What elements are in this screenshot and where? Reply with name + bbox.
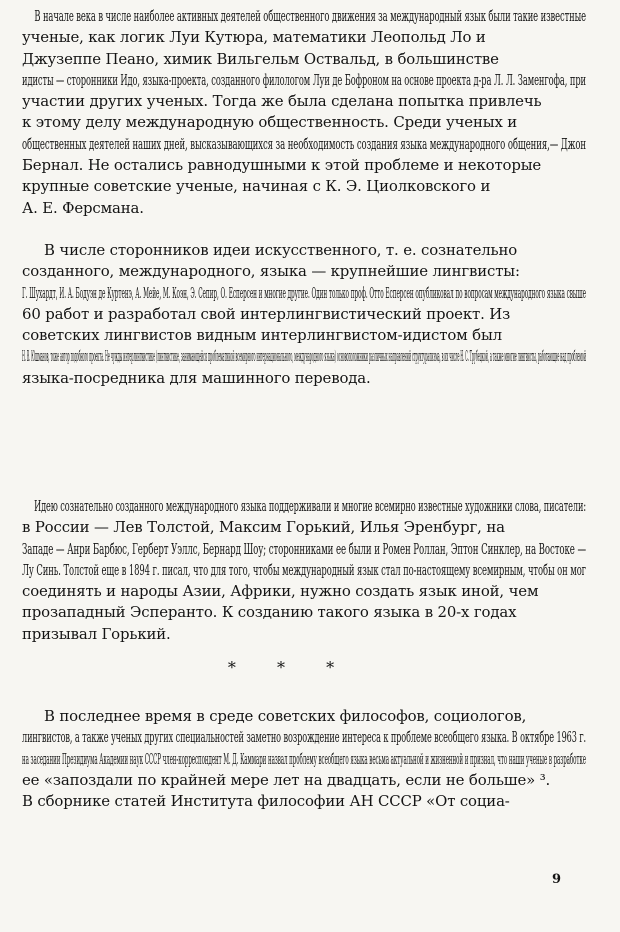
text-line: В сборнике статей Института философии АН СССР «От социа- [22, 792, 510, 811]
text-line: крупные советские ученые, начиная с К. Э. Циолковского и [22, 177, 491, 196]
text-line: ученые, как логик Луи Кутюра, математики Леопольд Ло и [22, 28, 486, 47]
text-line: В числе сторонников идеи искусственного, т. е. сознательно [22, 241, 518, 259]
text-line: участии других ученых. Тогда же была сделана попытка привлечь [22, 92, 542, 111]
text-line: общественных деятелей наших дней, высказывающихся за необходимость создания языка международного общения,— Джон [22, 134, 586, 153]
paragraph-writers-supporters [22, 496, 586, 645]
text-line: Западе — Анри Барбюс, Герберт Уэллс, Бернард Шоу; сторонниками ее были и Ромен Роллан, Эптон Синклер, на Востоке — [22, 539, 586, 558]
text-line: Лу Синь. Толстой еще в 1894 г. писал, что для того, чтобы международный язык стал по-настоящему всемирным, чтобы он мог [22, 560, 586, 579]
section-divider: * * * [227, 658, 353, 677]
text-line: языка-посредника для машинного перевода. [22, 368, 371, 387]
text-line: на заседании Президиума Академии наук СССР член-корреспондент М. Д. Каммари назвал проблему всеобщего языка весьма актуальной и жизненной и признал, что наши ученые в разработке [22, 749, 586, 768]
text-line: Джузеппе Пеано, химик Вильгельм Оствальд, в большинстве [22, 49, 499, 68]
paragraph-linguists-supporters [22, 240, 586, 389]
paragraph-soviet-philosophers [22, 706, 586, 812]
text-line: к этому делу международную общественность. Среди ученых и [22, 113, 518, 132]
page-number: 9 [552, 872, 562, 887]
text-line: советских лингвистов видным интерлингвистом-идистом был [22, 326, 502, 345]
text-line: Г. Шухардт, И. А. Бодуэн де Куртенэ, А. Мейе, М. Коэн, Э. Сепир, О. Есперсен и многие другие. Один только проф. Отто Есперсен опубликовал по вопросам международного языка свыше [22, 283, 586, 302]
text-line: идисты — сторонники Идо, языка-проекта, созданного филологом Луи де Бофроном на основе проекта д-ра Л. Л. Заменгофа, при [22, 70, 586, 89]
text-line: соединять и народы Азии, Африки, нужно создать язык иной, чем [22, 582, 539, 601]
text-line: 60 работ и разработал свой интерлингвистический проект. Из [22, 304, 511, 323]
text-line: Идею сознательно созданного международного языка поддерживали и многие всемирно известные художники слова, писатели: [22, 497, 586, 515]
text-line: В последнее время в среде советских философов, социологов, [22, 707, 527, 725]
text-line: ее «запоздали по крайней мере лет на двадцать, если не больше» ³. [22, 770, 551, 789]
text-line: А. Е. Ферсмана. [22, 198, 144, 217]
text-line: В начале века в числе наиболее активных деятелей общественного движения за международный язык были такие известные [22, 7, 586, 25]
text-line: призывал Горький. [22, 624, 171, 643]
text-line: Бернал. Не остались равнодушными к этой проблеме и некоторые [22, 156, 542, 175]
paragraph-international-language-activists [22, 6, 586, 219]
text-line: Н. В. Юшманов, тоже автор подобного проекта. Не чужды интерлингвистике (лингвистике, занимающейся проблематикой всемирного интернационального, международного языка) основоположники различных направлений структурализма, в их числе Н. С. Трубецкой, а также многие лингвисты, работающие над проблемой [22, 347, 586, 366]
text-line: в России — Лев Толстой, Максим Горький, Илья Эренбург, на [22, 518, 505, 537]
text-line: созданного, международного, языка — крупнейшие лингвисты: [22, 262, 520, 281]
text-line: лингвистов, а также ученых других специальностей заметно возрождение интереса к проблеме всеобщего языка. В октябре 1963 г. [22, 728, 586, 747]
text-line: прозападный Эсперанто. К созданию такого языка в 20-х годах [22, 603, 517, 622]
